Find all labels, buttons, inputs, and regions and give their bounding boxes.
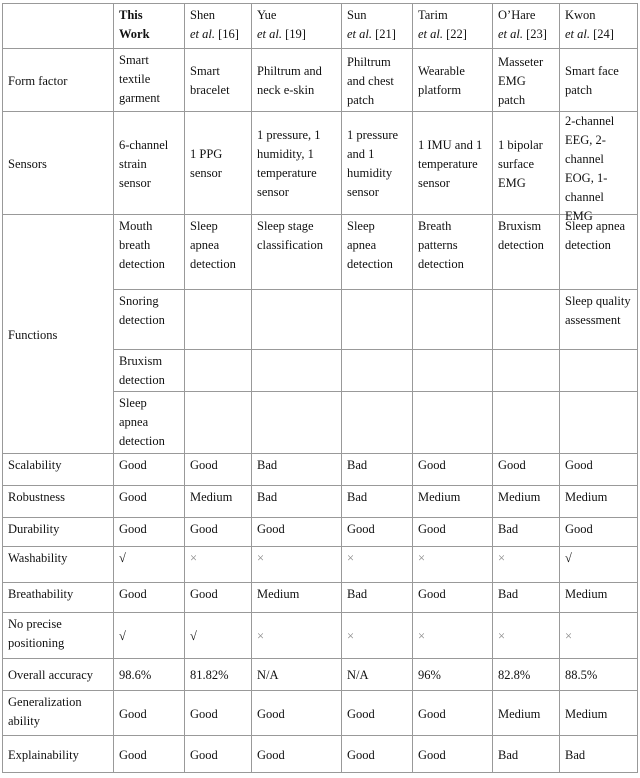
row-label-durability: Durability xyxy=(3,518,114,547)
table-cell: Sleep apnea detection xyxy=(114,392,185,454)
table-cell: Good xyxy=(413,583,493,613)
header-etal: et al. xyxy=(190,27,215,41)
table-cell xyxy=(185,392,252,454)
row-label-positioning: No precise positioning xyxy=(3,613,114,659)
table-cell: Philtrum and neck e-skin xyxy=(252,49,342,112)
check-mark-icon: √ xyxy=(185,613,252,659)
sensors-kwon-clip xyxy=(565,112,631,223)
table-cell: N/A xyxy=(252,659,342,691)
row-label-breathability: Breathability xyxy=(3,583,114,613)
row-durability xyxy=(3,518,638,547)
cross-mark-icon: × xyxy=(493,547,560,583)
table-cell xyxy=(342,290,413,350)
table-cell: Good xyxy=(560,518,638,547)
header-ref: [16] xyxy=(218,27,239,41)
table-cell: 88.5% xyxy=(560,659,638,691)
table-cell: Smart textile garment xyxy=(114,49,185,112)
table-cell: Medium xyxy=(493,691,560,736)
header-author: Shen xyxy=(190,8,215,22)
table-cell xyxy=(493,392,560,454)
row-functions-1 xyxy=(3,215,638,290)
table-cell: Bad xyxy=(342,486,413,518)
table-cell: Good xyxy=(342,736,413,773)
row-label-scalability: Scalability xyxy=(3,454,114,486)
table-cell: Bad xyxy=(493,736,560,773)
table-cell: Good xyxy=(493,454,560,486)
cross-mark-icon: × xyxy=(252,547,342,583)
table-cell: Good xyxy=(252,691,342,736)
table-cell: Good xyxy=(114,454,185,486)
cross-mark-icon: × xyxy=(413,547,493,583)
row-robustness xyxy=(3,486,638,518)
row-positioning xyxy=(3,613,638,659)
row-label-form-factor: Form factor xyxy=(3,49,114,112)
table-cell: Wearable platform xyxy=(413,49,493,112)
table-cell xyxy=(413,290,493,350)
table-cell: Good xyxy=(185,736,252,773)
table-cell: 82.8% xyxy=(493,659,560,691)
table-cell xyxy=(560,350,638,392)
header-col-shen xyxy=(185,4,252,49)
table-cell: Good xyxy=(114,518,185,547)
header-author: Yue xyxy=(257,8,277,22)
table-cell: Medium xyxy=(560,486,638,518)
header-ref: [22] xyxy=(446,27,467,41)
table-cell: Good xyxy=(413,691,493,736)
header-col-yue xyxy=(252,4,342,49)
table-cell: Bad xyxy=(252,454,342,486)
table-cell: Bad xyxy=(493,583,560,613)
table-cell: Medium xyxy=(560,583,638,613)
header-etal: et al. xyxy=(257,27,282,41)
row-scalability xyxy=(3,454,638,486)
header-col-kwon xyxy=(560,4,638,49)
check-mark-icon: √ xyxy=(114,613,185,659)
row-form-factor xyxy=(3,49,638,112)
header-etal: et al. xyxy=(418,27,443,41)
header-etal: et al. xyxy=(498,27,523,41)
table-cell xyxy=(342,392,413,454)
table-cell: 1 bipolar surface EMG xyxy=(493,112,560,215)
table-cell: 1 pressure, 1 humidity, 1 temperature sensor xyxy=(252,112,342,215)
table-cell: Sleep stage classification xyxy=(252,215,342,290)
table-cell: Bad xyxy=(493,518,560,547)
table-cell: Bad xyxy=(252,486,342,518)
table-cell: Good xyxy=(342,691,413,736)
row-label-functions: Functions xyxy=(3,215,114,454)
table-cell: Medium xyxy=(185,486,252,518)
table-cell: Snoring detection xyxy=(114,290,185,350)
row-label-washability: Washability xyxy=(3,547,114,583)
table-cell xyxy=(560,392,638,454)
header-col-ohare xyxy=(493,4,560,49)
cross-mark-icon: × xyxy=(560,613,638,659)
table-cell: Good xyxy=(252,736,342,773)
header-this-work-line1: This xyxy=(119,8,143,22)
header-ref: [21] xyxy=(375,27,396,41)
header-col-sun xyxy=(342,4,413,49)
table-cell: Good xyxy=(560,454,638,486)
table-cell: Smart face patch xyxy=(560,49,638,112)
table-cell: Good xyxy=(185,691,252,736)
table-cell xyxy=(493,350,560,392)
table-cell: Sleep quality assessment xyxy=(560,290,638,350)
table-cell: Good xyxy=(252,518,342,547)
table-cell: Bruxism detection xyxy=(114,350,185,392)
header-author: O’Hare xyxy=(498,8,536,22)
cross-mark-icon: × xyxy=(493,613,560,659)
table-cell: Bad xyxy=(342,454,413,486)
row-explainability xyxy=(3,736,638,773)
check-mark-icon: √ xyxy=(560,547,638,583)
table-cell xyxy=(413,392,493,454)
comparison-table xyxy=(2,3,638,773)
header-ref: [23] xyxy=(526,27,547,41)
header-author: Sun xyxy=(347,8,367,22)
row-washability xyxy=(3,547,638,583)
table-cell: Medium xyxy=(413,486,493,518)
cross-mark-icon: × xyxy=(413,613,493,659)
row-label-robustness: Robustness xyxy=(3,486,114,518)
table-cell: N/A xyxy=(342,659,413,691)
row-accuracy xyxy=(3,659,638,691)
cross-mark-icon: × xyxy=(185,547,252,583)
table-cell: 1 IMU and 1 temperature sensor xyxy=(413,112,493,215)
table-cell: 1 PPG sensor xyxy=(185,112,252,215)
header-row xyxy=(3,4,638,49)
check-mark-icon: √ xyxy=(114,547,185,583)
table-cell: 1 pressure and 1 humidity sensor xyxy=(342,112,413,215)
table-cell: Medium xyxy=(493,486,560,518)
header-corner-cell xyxy=(3,4,114,49)
table-cell xyxy=(252,290,342,350)
table-cell: Mouth breath detection xyxy=(114,215,185,290)
table-cell: Good xyxy=(114,691,185,736)
table-cell: Good xyxy=(185,518,252,547)
row-label-sensors: Sensors xyxy=(3,112,114,215)
table-cell: Medium xyxy=(560,691,638,736)
header-etal: et al. xyxy=(565,27,590,41)
cross-mark-icon: × xyxy=(252,613,342,659)
table-cell: 98.6% xyxy=(114,659,185,691)
header-ref: [19] xyxy=(285,27,306,41)
table-cell xyxy=(252,350,342,392)
table-cell: Smart bracelet xyxy=(185,49,252,112)
header-this-work-line2: Work xyxy=(119,27,150,41)
row-label-generalization: Generalization ability xyxy=(3,691,114,736)
table-cell: Sleep apnea detection xyxy=(342,215,413,290)
table-cell: Good xyxy=(114,736,185,773)
table-cell: Good xyxy=(413,454,493,486)
table-cell: Good xyxy=(114,486,185,518)
table-cell: Bad xyxy=(342,583,413,613)
table-cell xyxy=(493,290,560,350)
table-cell xyxy=(560,112,638,223)
table-cell: Good xyxy=(185,454,252,486)
header-col-tarim xyxy=(413,4,493,49)
table-cell: Masseter EMG patch xyxy=(493,49,560,112)
table-cell: Breath patterns detection xyxy=(413,215,493,290)
row-sensors xyxy=(3,112,638,215)
row-label-explainability: Explainability xyxy=(3,736,114,773)
table-cell: Good xyxy=(185,583,252,613)
header-etal: et al. xyxy=(347,27,372,41)
header-ref: [24] xyxy=(593,27,614,41)
table-cell: Good xyxy=(342,518,413,547)
table-cell: Bad xyxy=(560,736,638,773)
row-generalization xyxy=(3,691,638,736)
row-breathability xyxy=(3,583,638,613)
table-cell-text: 2-channel EEG, 2-channel EOG, 1-channel EMG xyxy=(565,114,615,223)
table-cell xyxy=(185,350,252,392)
table-cell: 81.82% xyxy=(185,659,252,691)
table-cell xyxy=(185,290,252,350)
table-cell: Good xyxy=(413,736,493,773)
header-this-work xyxy=(114,4,185,49)
table-cell: Bruxism detection xyxy=(493,215,560,290)
table-cell: 96% xyxy=(413,659,493,691)
table-cell: Medium xyxy=(252,583,342,613)
cross-mark-icon: × xyxy=(342,613,413,659)
table-cell: Philtrum and chest patch xyxy=(342,49,413,112)
table-cell: 6-channel strain sensor xyxy=(114,112,185,215)
header-author: Kwon xyxy=(565,8,596,22)
table-cell: Good xyxy=(114,583,185,613)
table-cell: Good xyxy=(413,518,493,547)
table-cell: Sleep apnea detection xyxy=(185,215,252,290)
table-cell xyxy=(252,392,342,454)
cross-mark-icon: × xyxy=(342,547,413,583)
table-cell xyxy=(413,350,493,392)
row-label-accuracy: Overall accuracy xyxy=(3,659,114,691)
table-cell: Sleep apnea detection xyxy=(560,215,638,290)
table-cell xyxy=(342,350,413,392)
header-author: Tarim xyxy=(418,8,448,22)
